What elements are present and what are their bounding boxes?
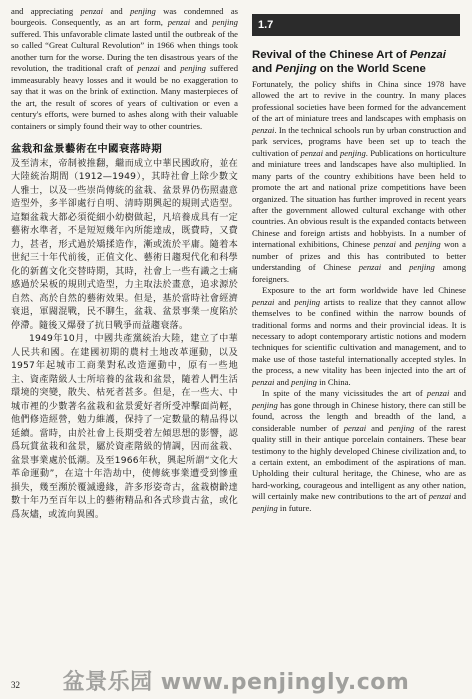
english-paragraph-3: In spite of the many vicissitudes the art of penzai and penjing has gone through in Chinese history, there can still be found, across the length and breadth of the land, a considerable number of penzai and penjing of the rarest quality still in their antique porcelain containers. These bear testimony to the highly developed Chinese civilization and, to a certain extent, an embodiment of the aspirations of man. Upholding their cultural heritage, the Chinese, who are as hard-working, courageous and intelligent as any other nation, will certainly make new contributions to the art of penzai and penjing in future. [252,388,466,513]
chinese-section-heading: 盆栽和盆景藝術在中國衰落時期 [11,142,163,155]
english-paragraph-2: Exposure to the art form worldwide have led Chinese penzai and penjing artists to realize that they cannot allow themselves to be confined within the narrow bounds of traditional forms and norms and their provincial ideas. It is necessary to adopt contemporary artistic notions and modern techniques for scientific cultivation and management, and to make use of those tasteful internationally accepted styles. In the process, a new vitality has been injected into the art of penzai and penjing in China. [252,285,466,387]
section-number-bar: 1.7 [252,14,460,36]
right-column [252,79,466,514]
left-column [11,6,238,522]
page-number: 32 [11,680,20,690]
chinese-paragraph-2: 1949年10月，中國共產黨統治大陸，建立了中華人民共和國。在建國初期的農村土地改革運動，以及1957年起城市工商業對私改造運動中，原有一些地主、資產階級人士所培養的盆栽和盆景，隨着人們生活環境的突變，散失、枯死者甚多。但是，在一些大、中城市裡的少數著名盆栽和盆景愛好者所受冲擊面尚輕，他們修造經營，勉力維護，保持了一定數量的精品得以延續。當時，由於社會上長期受着左傾思想的影響，認爲玩賞盆栽和盆景，屬於資產階級的情調，因而盆栽、盆景事業處於低潮。及至1966年秋，興起所謂“文化大革命運動”，在這十年浩劫中，使傳統事業遭受到慘重損失，幾至瀕於覆滅邊緣，許多形姿奇古，盆栽樹齡達數十年乃至百年以上的藝術精品和各式珍貴古盆，或化爲灰燼，或流向異國。 [11,334,238,520]
english-paragraph-1: Fortunately, the policy shifts in China since 1978 have allowed the art to revive in the country. In many places professional societies have been formed for the advancement of the art of miniature trees and landscapes with emphasis on penzai. In the technical schools run by urban construction and park services, programs have been set up to teach the cultivation of penzai and penjing. Publications on horticulture and miniature trees and landscapes have also multiplied. In many parts of the country exhibitions have been held to promote the art and national prize competitions have been organized. The situation has further improved in recent years after the government allowed cultural exchange with other countries. An obvious result is the expanded contacts between Chinese and foreign artists and hobbyists. In a number of international exhibitions, Chinese penzai and penjing won a number of prizes and this has contributed to better understanding of Chinese penzai and penjing among foreigners. [252,79,466,284]
section-title: Revival of the Chinese Art of Penzai and Penjing on the World Scene [252,49,446,75]
english-paragraph-continued: and appreciating penzai and penjing was condemned as bourgeois. Consequently, as an art form, penzai and penjing suffered. This unfavorable climate lasted until the outbreak of the so called “Great Cultural Revolution” in 1966 when things took another turn for the worse. During the ten disastrous years of the revolution, the traditional craft of penzai and penjing suffered immeasurably heavy losses and it would be no exaggeration to say that it was on the brink of extinction. Many masterpieces of the art, the result of scores of years of cultivation or even a century's efforts, were burned to ashes along with their valuable containers or simply found their way to other countries. [11,6,238,131]
site-watermark: 盆景乐园 www.penjingly.com [62,670,410,695]
chinese-paragraph-1: 及至清末，帝制被推翻，繼而成立中華民國政府，並在大陸統治期間（1912—1949），其時社會上除少數文人雅士，以及一些崇尚傳統的盆栽、盆景界仍伤照盡意造型外，多半卻處行自明、清時期興起的規則式造型。這類盆栽大都必須從細小幼樹做起，凡培養成具有一定藝術水準者，不是短短幾年內所能達成，既費時，又費力，甚者，形式過於矯揉造作，漸或流於平庸。隨着本世紀三十年代前後，正值文化、藝術日趨現代化和科學化的新舊文化交替時期，其時，社會上一些有識之士痛感過於呆板的規則式造型，力主取法於畫意，追求源於自然、高於自然的藝術效果。但是，基於當時社會經濟衰退，軍閥混戰，民不聊生，盆栽、盆景事業一度陷於停滯。隨後又爆發了抗日戰爭而益趨衰落。 [11,158,238,331]
